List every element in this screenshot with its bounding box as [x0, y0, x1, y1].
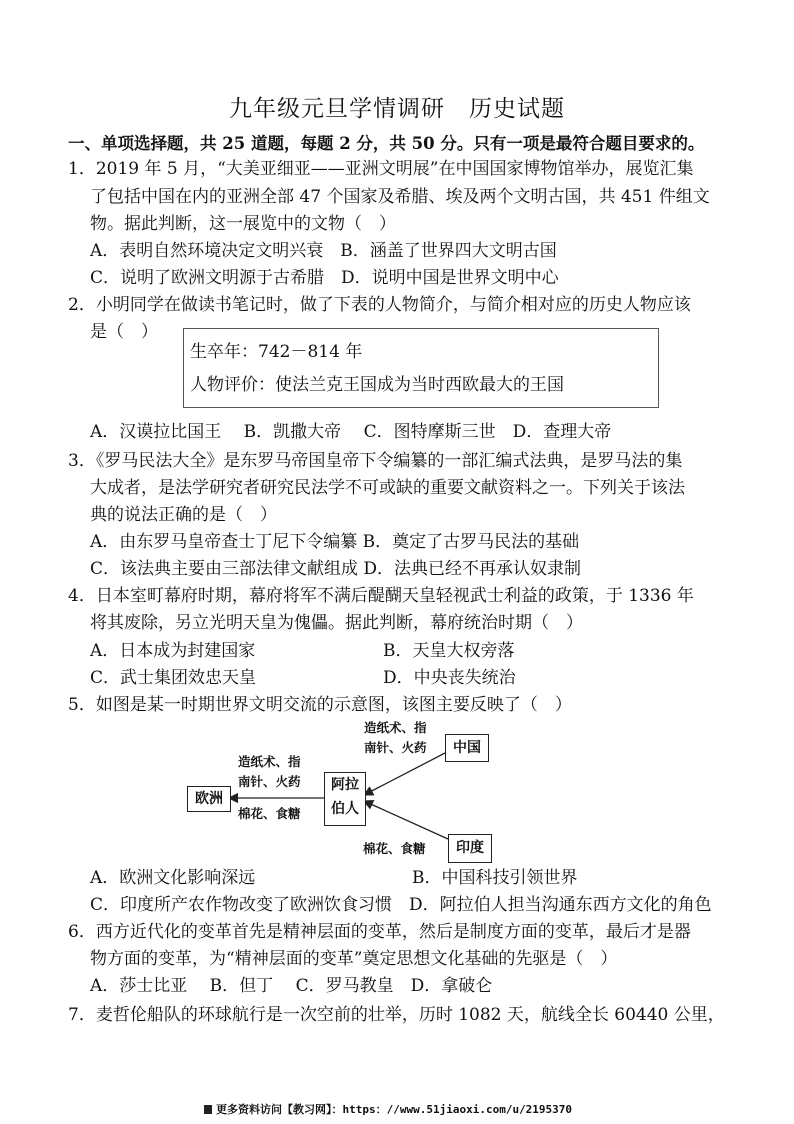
label-china-exports — [364, 718, 427, 738]
arrow-india-to-arab — [364, 801, 448, 839]
arrow-china-to-arab — [364, 753, 445, 795]
q5-line: 5．如图是某一时期世界文明交流的示意图，该图主要反映了（ ） — [68, 695, 572, 715]
exam-title: 九年级元旦学情调研 历史试题 — [229, 96, 565, 122]
europe-box: 欧洲 — [187, 786, 231, 812]
q3-line: 典的说法正确的是（ ） — [90, 505, 277, 525]
arab-box — [324, 772, 366, 826]
q5-option-cd: C．印度所产农作物改变了欧洲饮食习惯 D．阿拉伯人担当沟通东西方文化的角色 — [90, 895, 712, 915]
q1-option: C．说明了欧洲文明源于古希腊 D．说明中国是世界文明中心 — [90, 268, 559, 288]
q4-option-d: D．中央丧失统治 — [383, 668, 516, 688]
q2-profile-evaluation: 人物评价：使法兰克王国成为当时西欧最大的王国 — [190, 375, 564, 395]
label-europe-bottom: 棉花、食糖 — [238, 806, 301, 821]
q3-line: 大成者，是法学研究者研究民法学不可或缺的重要文献资料之一。下列关于该法 — [90, 478, 685, 498]
q7-line: 7．麦哲伦船队的环球航行是一次空前的壮举，历时 1082 天，航线全长 60440 公里， — [68, 1005, 725, 1025]
label-line: 造纸术、指 — [364, 720, 427, 735]
footer-text: 更多资料访问【教习网】：https：//www.51jiaoxi.com/u/2195370 — [216, 1103, 573, 1116]
q1-line: 物。据此判断，这一展览中的文物（ ） — [90, 214, 396, 234]
q3-option: A．由东罗马皇帝查士丁尼下令编纂 B．奠定了古罗马民法的基础 — [90, 532, 580, 552]
label-europe-top: 南针、火药 — [238, 774, 301, 789]
footer-link[interactable] — [204, 1101, 572, 1117]
q6-line: 物方面的变革，为“精神层面的变革”奠定思想文化基础的先驱是（ ） — [90, 949, 618, 969]
china-box: 中国 — [445, 734, 489, 762]
q1-line: 1．2019 年 5 月，“大美亚细亚——亚洲文明展”在中国国家博物馆举办，展览汇集 — [68, 159, 694, 179]
q4-line: 4．日本室町幕府时期，幕府将军不满后醍醐天皇轻视武士利益的政策，于 1336 年 — [68, 586, 694, 606]
q5-option-a: A．欧洲文化影响深远 — [90, 868, 256, 888]
q3-line: 3．《罗马民法大全》是东罗马帝国皇帝下令编纂的一部汇编式法典，是罗马法的集 — [68, 451, 683, 471]
label-india-exports: 棉花、食糖 — [363, 841, 426, 856]
q4-line: 将其废除，另立光明天皇为傀儡。据此判断，幕府统治时期（ ） — [90, 613, 583, 633]
q5-option-b: B．中国科技引领世界 — [412, 868, 578, 888]
q6-line: 6．西方近代化的变革首先是精神层面的变革，然后是制度方面的变革，最后才是器 — [68, 922, 691, 942]
label-china-exports: 南针、火药 — [364, 740, 427, 755]
q1-option: A．表明自然环境决定文明兴衰 B．涵盖了世界四大文明古国 — [90, 241, 557, 261]
arab-label-line: 阿拉 — [331, 777, 359, 793]
q4-option-b: B．天皇大权旁落 — [383, 641, 515, 661]
q4-option-a: A．日本成为封建国家 — [90, 641, 256, 661]
section-heading: 一、单项选择题，共 25 道题，每题 2 分，共 50 分。只有一项是最符合题目要求的。 — [68, 134, 705, 153]
q2-options: A．汉谟拉比国王 B．凯撒大帝 C．图特摩斯三世 D．查理大帝 — [90, 422, 612, 442]
q1-line: 了包括中国在内的亚洲全部 47 个国家及希腊、埃及两个文明古国，共 451 件组文 — [90, 187, 710, 207]
q2-profile-dates: 生卒年：742－814 年 — [190, 342, 363, 362]
q3-option: C．该法典主要由三部法律文献组成 D．法典已经不再承认奴隶制 — [90, 559, 582, 579]
arab-label-line: 伯人 — [331, 801, 359, 817]
india-box: 印度 — [448, 834, 492, 863]
exchange-diagram — [180, 715, 510, 865]
q6-options: A．莎士比亚 B．但丁 C．罗马教皇 D．拿破仑 — [90, 976, 493, 996]
q2-line: 2．小明同学在做读书笔记时，做了下表的人物简介，与简介相对应的历史人物应该 — [68, 295, 691, 315]
label-europe-top: 造纸术、指 — [238, 754, 301, 769]
q2-profile-box — [183, 328, 659, 408]
q2-line: 是（ ） — [90, 322, 158, 342]
q4-option-c: C．武士集团效忠天皇 — [90, 668, 257, 688]
flag-icon — [204, 1105, 212, 1114]
